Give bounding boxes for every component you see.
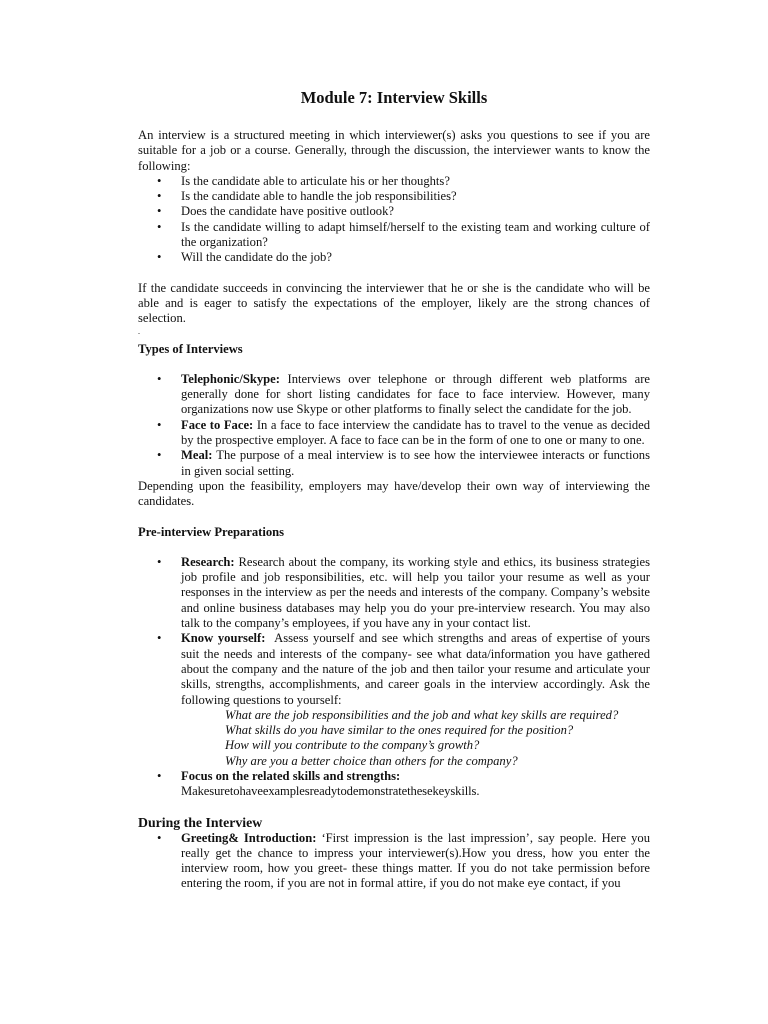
item-text: ‘First impression is the last impression’, say people. Here you really get the chance to impress your interviewer(s).How you dress, how you enter the interview room, how you greet- these things matter. If you do not take permission before entering the room, if you are not in formal attire, if you do not make eye contact, if you	[181, 830, 650, 891]
question: Why are you a better choice than others for the company?	[225, 753, 518, 768]
list-item: • Is the candidate willing to adapt himself/herself to the existing team and working culture of the organization?	[138, 220, 650, 251]
item-label: Research:	[181, 554, 235, 569]
item-label: Telephonic/Skype:	[181, 371, 280, 386]
list-item: • Is the candidate able to handle the job responsibilities?	[138, 189, 650, 204]
list-item	[138, 769, 650, 800]
list-item	[138, 555, 650, 631]
types-heading: Types of Interviews	[138, 341, 243, 356]
list-item: • Will the candidate do the job?	[138, 250, 650, 265]
question: What skills do you have similar to the ones required for the position?	[225, 723, 574, 738]
types-list	[138, 372, 650, 479]
list-item	[138, 631, 650, 769]
during-heading: During the Interview	[138, 814, 263, 830]
item-label: Focus on the related skills and strengths:	[181, 768, 401, 783]
stray-dot: .	[138, 326, 140, 336]
during-list	[138, 831, 650, 892]
item-label: Face to Face:	[181, 417, 254, 432]
selection-paragraph: If the candidate succeeds in convincing the interviewer that he or she is the candidate who will be able and is eager to satisfy the expectations of the employer, likely are the strong chances of selection.	[138, 280, 650, 326]
intro-bullet-list	[138, 174, 650, 266]
list-item	[138, 372, 650, 418]
question: How will you contribute to the company’s growth?	[225, 738, 480, 753]
list-item	[138, 418, 650, 449]
list-item	[138, 448, 650, 479]
prep-heading: Pre-interview Preparations	[138, 524, 285, 539]
item-label: Greeting& Introduction:	[181, 830, 317, 845]
item-text: In a face to face interview the candidate has to travel to the venue as decided by the prospective employer. A face to face can be in the form of one to one or many to one.	[181, 417, 650, 448]
list-item: • Is the candidate able to articulate his or her thoughts?	[138, 174, 650, 189]
item-text: The purpose of a meal interview is to see how the interviewee interacts or functions in given social setting.	[181, 448, 651, 478]
list-item	[138, 831, 650, 892]
question: What are the job responsibilities and the job and what key skills are required?	[225, 707, 619, 722]
prep-list	[138, 555, 650, 800]
item-text: Research about the company, its working style and ethics, its business strategies job profile and job responsibilities, etc. will help you tailor your resume as well as your responses in the interview as per the needs and interests of the company. Company’s website and online business databases may help you do your pre-interview research. You may also talk to the company’s employees, if you have any in your contact list.	[181, 554, 650, 631]
intro-paragraph: An interview is a structured meeting in which interviewer(s) asks you questions to see if you are suitable for a job or a course. Generally, through the discussion, the interviewer wants to know the following:	[138, 128, 650, 173]
types-closing-paragraph: Depending upon the feasibility, employers may have/develop their own way of interviewing the candidates.	[138, 478, 650, 509]
page-title: Module 7: Interview Skills	[300, 88, 488, 107]
item-label: Know yourself:	[181, 631, 266, 646]
item-text: Interviews over telephone or through different web platforms are generally done for short listing candidates for face to face interview. However, many organizations now use Skype or other platforms to finally select the candidate for the job.	[181, 371, 650, 417]
item-label: Meal:	[181, 448, 213, 463]
item-text: Makesuretohaveexamplesreadytodemonstratethesekeyskills.	[181, 784, 480, 799]
item-text: Assess yourself and see which strengths and areas of expertise of yours suit the needs and interests of the company- see what data/information you have gathered about the company and the nature of the job and then tailor your resume and articulate your skills, strengths, accomplishments, and career goals in the interview accordingly. Ask the following questions to yourself:	[181, 631, 651, 707]
list-item: • Does the candidate have positive outlook?	[138, 204, 650, 219]
